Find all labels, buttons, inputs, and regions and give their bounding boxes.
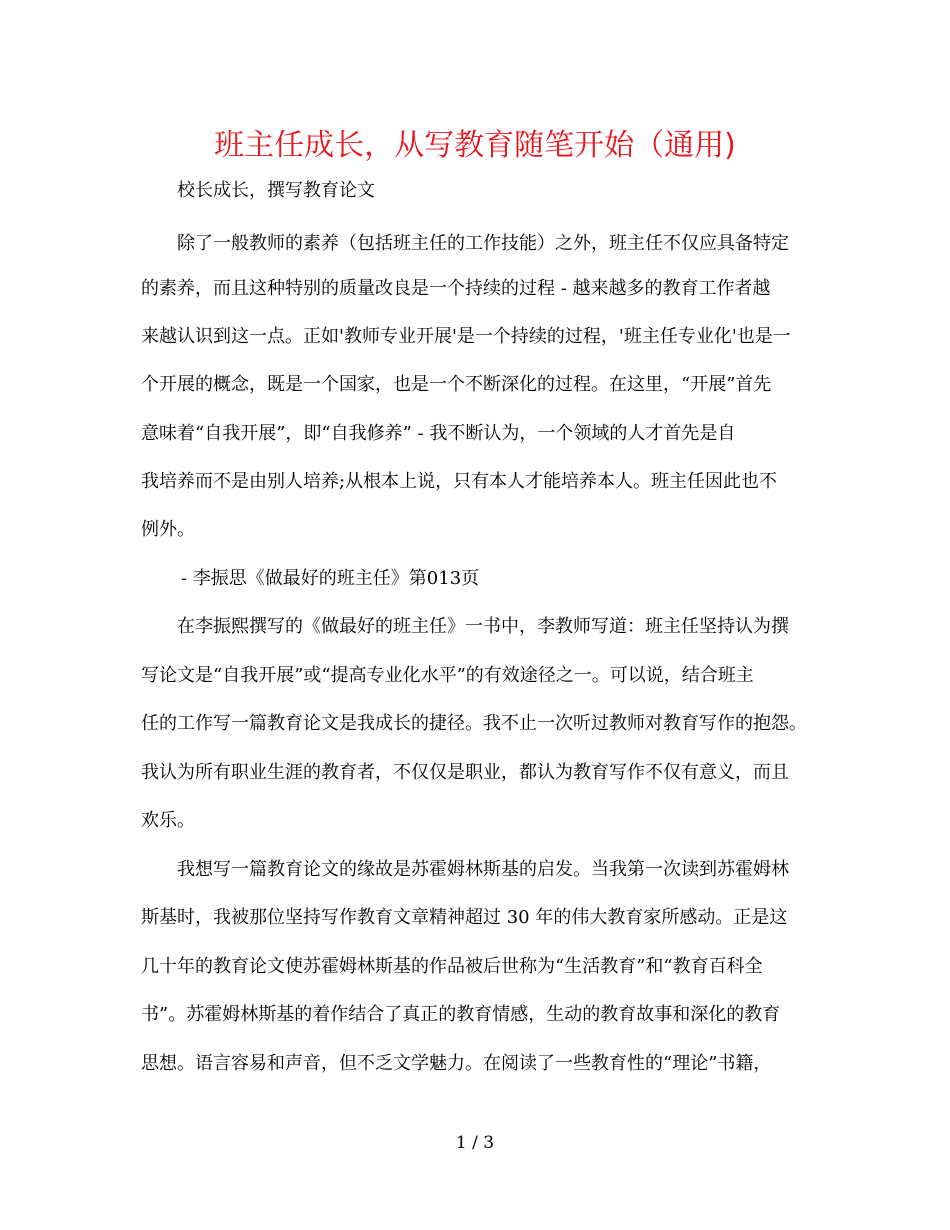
- paragraph-2-line: 欢乐。: [141, 810, 195, 831]
- paragraph-3-line: 几十年的教育论文使苏霍姆林斯基的作品被后世称为“生活教育”和“教育百科全: [141, 956, 763, 977]
- paragraph-2-line: 写论文是“自我开展”或“提高专业化水平”的有效途径之一。可以说，结合班主: [141, 665, 754, 686]
- paragraph-1-line: 例外。: [141, 519, 195, 540]
- paragraph-3-line: 斯基时，我被那位坚持写作教育文章精神超过 30 年的伟大教育家所感动。正是这: [141, 907, 788, 928]
- paragraph-3-line: 我想写一篇教育论文的缘故是苏霍姆林斯基的启发。当我第一次读到苏霍姆林: [177, 859, 789, 880]
- paragraph-2-line: 我认为所有职业生涯的教育者，不仅仅是职业，都认为教育写作不仅有意义，而且: [141, 762, 789, 783]
- document-title: 班主任成长，从写教育随笔开始（通用): [214, 128, 736, 163]
- paragraph-1-line: 的素养，而且这种特别的质量改良是一个持续的过程 - 越来越多的教育工作者越: [141, 278, 771, 299]
- paragraph-2-line: 在李振熙撰写的《做最好的班主任》一书中，李教师写道：班主任坚持认为撰: [177, 616, 789, 637]
- page-number: 1 / 3: [455, 1133, 495, 1153]
- quote-attribution: - 李振思《做最好的班主任》第013页: [181, 568, 480, 589]
- paragraph-3-line: 思想。语言容易和声音，但不乏文学魅力。在阅读了一些教育性的“理论”书籍，: [141, 1053, 772, 1074]
- paragraph-1-line: 个开展的概念，既是一个国家，也是一个不断深化的过程。在这里，“开展”首先: [141, 374, 772, 395]
- paragraph-2-line: 任的工作写一篇教育论文是我成长的捷径。我不止一次听过教师对教育写作的抱怨。: [141, 713, 807, 734]
- paragraph-3-line: 书”。苏霍姆林斯基的着作结合了真正的教育情感，生动的教育故事和深化的教育: [141, 1004, 781, 1025]
- paragraph-1-line: 除了一般教师的素养（包括班主任的工作技能）之外，班主任不仅应具备特定: [177, 233, 789, 254]
- paragraph-1-line: 来越认识到这一点。正如'教师专业开展'是一个持续的过程，'班主任专业化'也是一: [141, 326, 791, 347]
- paragraph-1-line: 我培养而不是由别人培养;从根本上说，只有本人才能培养本人。班主任因此也不: [141, 471, 778, 492]
- document-subtitle: 校长成长，撰写教育论文: [177, 180, 375, 201]
- paragraph-1-line: 意味着“自我开展”，即“自我修养” - 我不断认为，一个领域的人才首先是自: [141, 423, 736, 444]
